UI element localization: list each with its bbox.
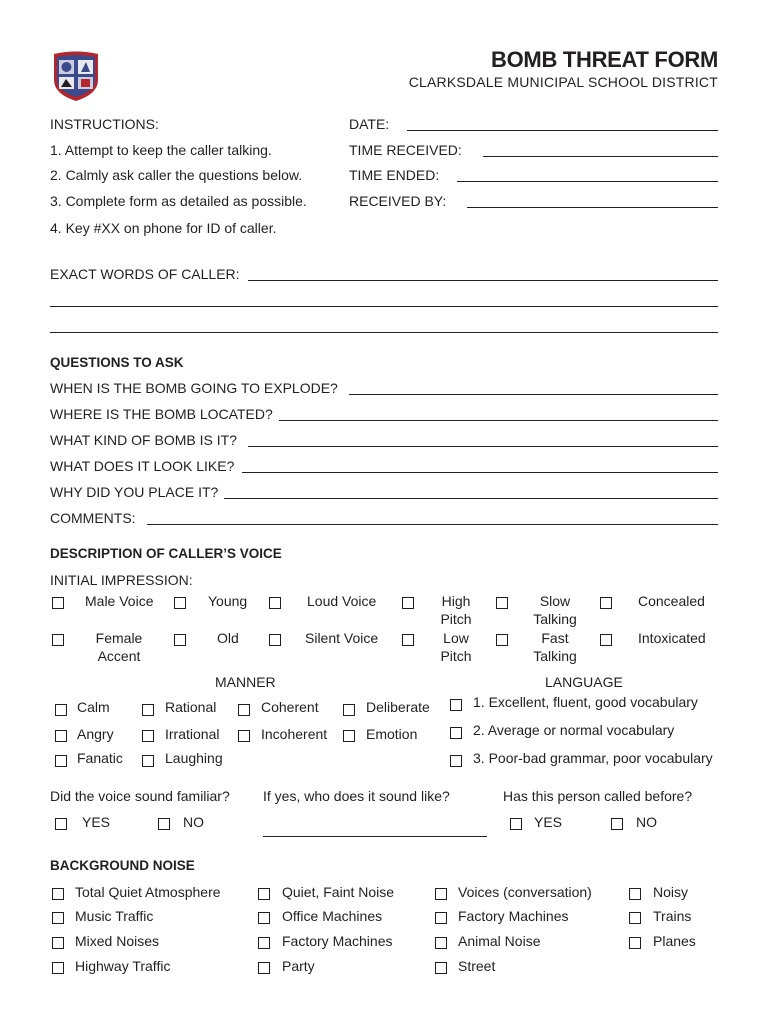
question-answer-field[interactable] — [349, 394, 718, 395]
young-label: Young — [208, 593, 248, 609]
question-label: WHAT KIND OF BOMB IS IT? — [50, 432, 237, 448]
question-answer-field[interactable] — [224, 498, 718, 499]
male-voice-checkbox[interactable] — [52, 597, 64, 609]
music-traffic-checkbox[interactable] — [52, 912, 64, 924]
old-label: Old — [217, 630, 239, 646]
comments-field[interactable] — [147, 524, 718, 525]
voices-label: Voices (conversation) — [458, 884, 592, 900]
fanatic-checkbox[interactable] — [55, 755, 67, 767]
familiar-yes-checkbox[interactable] — [55, 818, 67, 830]
calm-label: Calm — [77, 699, 110, 715]
concealed-label: Concealed — [638, 593, 705, 609]
intoxicated-checkbox[interactable] — [600, 634, 612, 646]
exact-words-label: EXACT WORDS OF CALLER: — [50, 266, 240, 282]
street-checkbox[interactable] — [435, 962, 447, 974]
calm-checkbox[interactable] — [55, 704, 67, 716]
sounds-like-field[interactable] — [263, 836, 487, 837]
familiar-no-label: NO — [183, 814, 204, 830]
question-label: WHERE IS THE BOMB LOCATED? — [50, 406, 273, 422]
emotion-label: Emotion — [366, 726, 418, 742]
party-label: Party — [282, 958, 315, 974]
language-option-3-checkbox[interactable] — [450, 755, 462, 767]
voice-familiar-question: Did the voice sound familiar? — [50, 788, 230, 804]
called-before-yes-checkbox[interactable] — [510, 818, 522, 830]
angry-label: Angry — [77, 726, 114, 742]
fast-talking-checkbox[interactable] — [496, 634, 508, 646]
mixed-noises-label: Mixed Noises — [75, 933, 160, 949]
language-option-1-label: 1. Excellent, fluent, good vocabulary — [473, 694, 698, 710]
district-logo-shield — [50, 50, 102, 102]
male-voice-label: Male Voice — [85, 593, 154, 609]
young-checkbox[interactable] — [174, 597, 186, 609]
quiet-faint-noise-checkbox[interactable] — [258, 888, 270, 900]
incoherent-label: Incoherent — [261, 726, 328, 742]
office-machines-label: Office Machines — [282, 908, 383, 924]
high-pitch-label — [430, 592, 482, 628]
question-label: WHAT DOES IT LOOK LIKE? — [50, 458, 235, 474]
familiar-no-checkbox[interactable] — [158, 818, 170, 830]
received-by-field[interactable] — [467, 207, 718, 208]
question-answer-field[interactable] — [279, 420, 718, 421]
called-before-no-label: NO — [636, 814, 657, 830]
slow-talking-label — [524, 592, 586, 628]
sounds-like-question: If yes, who does it sound like? — [263, 788, 450, 804]
familiar-yes-label: YES — [82, 814, 111, 830]
coherent-label: Coherent — [261, 699, 319, 715]
music-traffic-label: Music Traffic — [75, 908, 154, 924]
incoherent-checkbox[interactable] — [238, 730, 250, 742]
instruction-item: 1. Attempt to keep the caller talking. — [50, 142, 272, 158]
received-by-label: RECEIVED BY: — [349, 193, 447, 209]
exact-words-field[interactable] — [248, 280, 718, 281]
date-label: DATE: — [349, 116, 390, 132]
street-label: Street — [458, 958, 496, 974]
language-option-2-checkbox[interactable] — [450, 727, 462, 739]
total-quiet-checkbox[interactable] — [52, 888, 64, 900]
female-accent-label — [86, 629, 152, 665]
time-received-field[interactable] — [483, 156, 718, 157]
time-ended-label: TIME ENDED: — [349, 167, 440, 183]
question-answer-field[interactable] — [242, 472, 718, 473]
party-checkbox[interactable] — [258, 962, 270, 974]
noisy-label: Noisy — [653, 884, 689, 900]
mixed-noises-checkbox[interactable] — [52, 937, 64, 949]
form-subtitle: CLARKSDALE MUNICIPAL SCHOOL DISTRICT — [408, 74, 718, 90]
emotion-checkbox[interactable] — [343, 730, 355, 742]
voices-checkbox[interactable] — [435, 888, 447, 900]
loud-voice-checkbox[interactable] — [269, 597, 281, 609]
female-accent-text: Female Accent — [95, 630, 143, 664]
animal-noise-label: Animal Noise — [458, 933, 541, 949]
office-machines-checkbox[interactable] — [258, 912, 270, 924]
date-field[interactable] — [407, 130, 718, 131]
called-before-yes-label: YES — [534, 814, 563, 830]
total-quiet-label: Total Quiet Atmosphere — [75, 884, 221, 900]
instructions-heading: INSTRUCTIONS: — [50, 116, 159, 132]
questions-heading: QUESTIONS TO ASK — [50, 355, 184, 370]
instruction-item: 2. Calmly ask caller the questions below. — [50, 167, 303, 183]
coherent-checkbox[interactable] — [238, 704, 250, 716]
exact-words-field[interactable] — [50, 332, 718, 333]
intoxicated-label: Intoxicated — [638, 630, 706, 646]
voice-heading: DESCRIPTION OF CALLER’S VOICE — [50, 546, 282, 561]
time-ended-field[interactable] — [457, 181, 718, 182]
question-label: WHEN IS THE BOMB GOING TO EXPLODE? — [50, 380, 338, 396]
laughing-label: Laughing — [165, 750, 223, 766]
planes-checkbox[interactable] — [629, 937, 641, 949]
old-checkbox[interactable] — [174, 634, 186, 646]
quiet-faint-noise-label: Quiet, Faint Noise — [282, 884, 395, 900]
factory-machines-checkbox[interactable] — [258, 937, 270, 949]
concealed-checkbox[interactable] — [600, 597, 612, 609]
noisy-checkbox[interactable] — [629, 888, 641, 900]
planes-label: Planes — [653, 933, 696, 949]
exact-words-field[interactable] — [50, 306, 718, 307]
trains-checkbox[interactable] — [629, 912, 641, 924]
irrational-label: Irrational — [165, 726, 220, 742]
laughing-checkbox[interactable] — [142, 755, 154, 767]
language-heading: LANGUAGE — [545, 674, 623, 690]
female-accent-checkbox[interactable] — [52, 634, 64, 646]
rational-checkbox[interactable] — [142, 704, 154, 716]
instruction-item: 3. Complete form as detailed as possible. — [50, 193, 307, 209]
language-option-1-checkbox[interactable] — [450, 699, 462, 711]
fanatic-label: Fanatic — [77, 750, 123, 766]
question-answer-field[interactable] — [248, 446, 718, 447]
angry-checkbox[interactable] — [55, 730, 67, 742]
animal-noise-checkbox[interactable] — [435, 937, 447, 949]
form-title: BOMB THREAT FORM — [491, 47, 718, 72]
low-pitch-label — [430, 629, 482, 665]
deliberate-label: Deliberate — [366, 699, 430, 715]
time-received-label: TIME RECEIVED: — [349, 142, 462, 158]
silent-voice-label: Silent Voice — [305, 630, 379, 646]
background-noise-heading: BACKGROUND NOISE — [50, 858, 195, 873]
low-pitch-checkbox[interactable] — [402, 634, 414, 646]
factory-machines-2-label: Factory Machines — [458, 908, 569, 924]
highway-traffic-checkbox[interactable] — [52, 962, 64, 974]
loud-voice-label: Loud Voice — [307, 593, 377, 609]
high-pitch-checkbox[interactable] — [402, 597, 414, 609]
rational-label: Rational — [165, 699, 217, 715]
manner-heading: MANNER — [215, 674, 276, 690]
called-before-question: Has this person called before? — [503, 788, 693, 804]
silent-voice-checkbox[interactable] — [269, 634, 281, 646]
language-option-3-label: 3. Poor-bad grammar, poor vocabulary — [473, 750, 713, 766]
comments-label: COMMENTS: — [50, 510, 136, 526]
irrational-checkbox[interactable] — [142, 730, 154, 742]
fast-talking-label — [524, 629, 586, 665]
low-pitch-text: Low Pitch — [440, 630, 472, 664]
fast-talking-text: Fast Talking — [533, 630, 577, 664]
called-before-no-checkbox[interactable] — [611, 818, 623, 830]
factory-machines-2-checkbox[interactable] — [435, 912, 447, 924]
trains-label: Trains — [653, 908, 692, 924]
slow-talking-checkbox[interactable] — [496, 597, 508, 609]
highway-traffic-label: Highway Traffic — [75, 958, 171, 974]
initial-impression-label: INITIAL IMPRESSION: — [50, 572, 193, 588]
instruction-item: 4. Key #XX on phone for ID of caller. — [50, 220, 277, 236]
language-option-2-label: 2. Average or normal vocabulary — [473, 722, 675, 738]
slow-talking-text: Slow Talking — [533, 593, 577, 627]
factory-machines-label: Factory Machines — [282, 933, 393, 949]
high-pitch-text: High Pitch — [440, 593, 472, 627]
deliberate-checkbox[interactable] — [343, 704, 355, 716]
question-label: WHY DID YOU PLACE IT? — [50, 484, 219, 500]
